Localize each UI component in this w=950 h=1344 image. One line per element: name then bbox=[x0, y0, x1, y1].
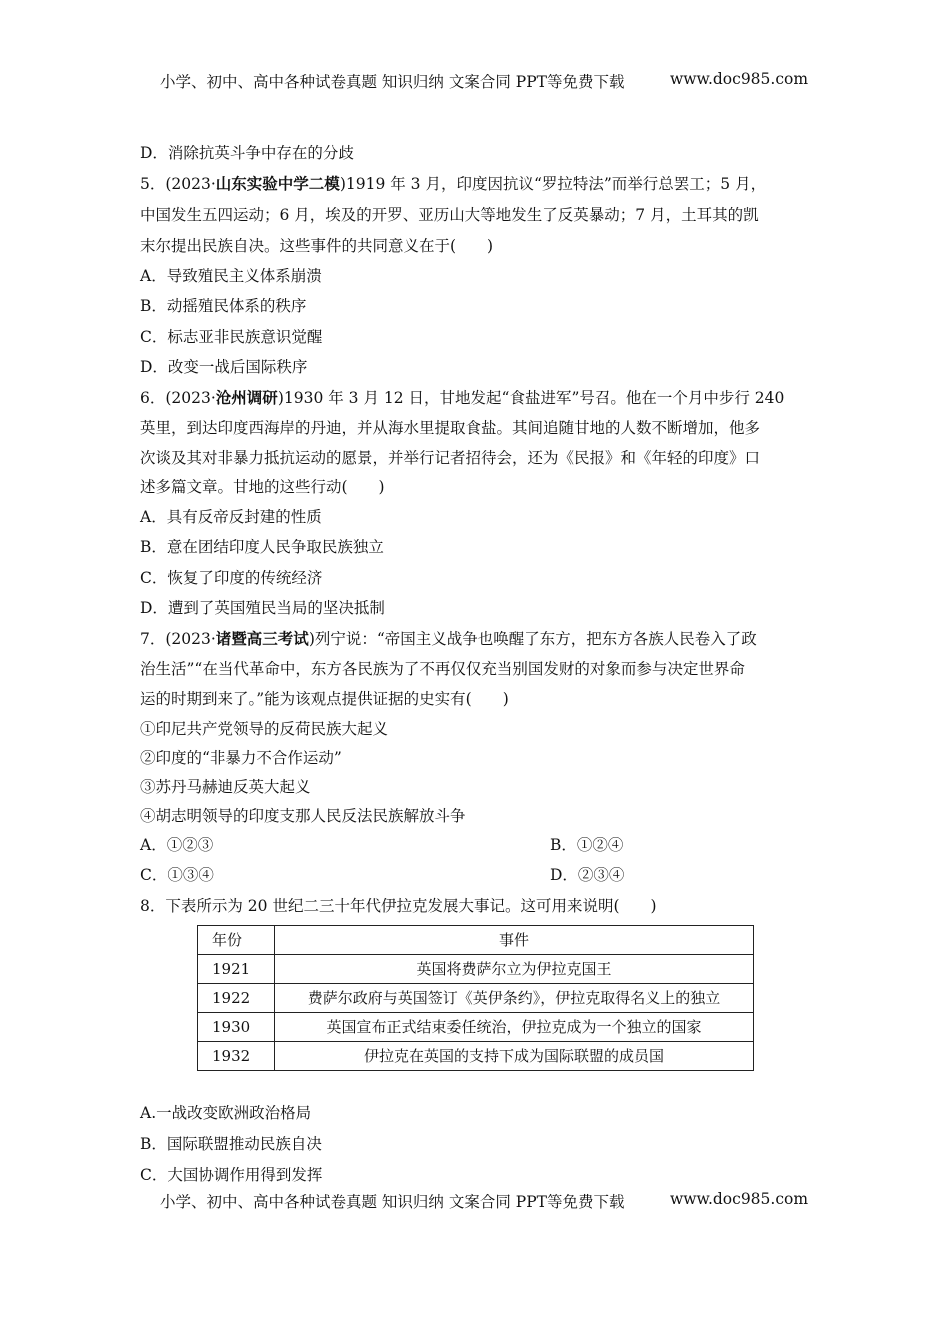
footer-site-link[interactable]: www.doc985.com bbox=[670, 1190, 809, 1208]
q8-option-a: A.一战改变欧洲政治格局 bbox=[140, 1104, 312, 1122]
q5-stem-line-3: 末尔提出民族自决。这些事件的共同意义在于( ) bbox=[140, 237, 494, 255]
table-cell-event: 英国将费萨尔立为伊拉克国王 bbox=[275, 955, 754, 984]
table-header-event: 事件 bbox=[275, 926, 754, 955]
table-row bbox=[198, 1013, 754, 1042]
q6-option-b: B．意在团结印度人民争取民族独立 bbox=[140, 538, 384, 556]
header-site-link[interactable]: www.doc985.com bbox=[670, 70, 809, 88]
q7-source: 诸暨高三考试 bbox=[215, 629, 309, 648]
table-cell-event: 费萨尔政府与英国签订《英伊条约》，伊拉克取得名义上的独立 bbox=[275, 984, 754, 1013]
q4-option-d: D．消除抗英斗争中存在的分歧 bbox=[140, 144, 354, 162]
q5-option-d: D．改变一战后国际秩序 bbox=[140, 358, 308, 376]
q5-option-b: B．动摇殖民体系的秩序 bbox=[140, 297, 307, 315]
table-cell-year: 1932 bbox=[198, 1042, 275, 1071]
q7-item-3: ③苏丹马赫迪反英大起义 bbox=[140, 778, 311, 796]
q8-events-table bbox=[197, 925, 754, 1071]
q7-option-c: C．①③④ bbox=[140, 866, 214, 884]
q6-stem-line-3: 次谈及其对非暴力抵抗运动的愿景，并举行记者招待会，还为《民报》和《年轻的印度》口 bbox=[140, 449, 761, 467]
q7-option-a: A．①②③ bbox=[140, 836, 214, 854]
page-footer bbox=[160, 1190, 809, 1212]
table-header-year: 年份 bbox=[198, 926, 275, 955]
q7-item-2: ②印度的“非暴力不合作运动” bbox=[140, 749, 342, 767]
q8-option-b: B．国际联盟推动民族自决 bbox=[140, 1135, 322, 1153]
q6-option-c: C．恢复了印度的传统经济 bbox=[140, 569, 323, 587]
q7-option-d: D．②③④ bbox=[550, 866, 625, 884]
q7-option-b: B．①②④ bbox=[550, 836, 624, 854]
table-header-row bbox=[198, 926, 754, 955]
header-text: 小学、初中、高中各种试卷真题 知识归纳 文案合同 PPT等免费下载 bbox=[160, 73, 625, 91]
q7-options-row-2 bbox=[140, 865, 820, 885]
q7-stem-line-2: 治生活”“在当代革命中，东方各民族为了不再仅仅充当别国发财的对象而参与决定世界命 bbox=[140, 660, 745, 678]
q5-option-c: C．标志亚非民族意识觉醒 bbox=[140, 328, 323, 346]
q5-option-a: A．导致殖民主义体系崩溃 bbox=[140, 267, 322, 285]
q7-item-1: ①印尼共产党领导的反荷民族大起义 bbox=[140, 720, 389, 738]
q5-number: 5．(2023· bbox=[140, 175, 216, 193]
q8-option-c: C．大国协调作用得到发挥 bbox=[140, 1166, 323, 1184]
q6-stem-line-4: 述多篇文章。甘地的这些行动( ) bbox=[140, 478, 385, 496]
table-cell-event: 伊拉克在英国的支持下成为国际联盟的成员国 bbox=[275, 1042, 754, 1071]
table-row bbox=[198, 1042, 754, 1071]
table-cell-year: 1921 bbox=[198, 955, 275, 984]
q6-stem-line-2: 英里，到达印度西海岸的丹迪，并从海水里提取食盐。其间追随甘地的人数不断增加，他多 bbox=[140, 419, 761, 437]
q7-stem-line-3: 运的时期到来了。”能为该观点提供证据的史实有( ) bbox=[140, 690, 509, 708]
q5-text-1: )1919 年 3 月，印度因抗议“罗拉特法”而举行总罢工；5 月， bbox=[339, 175, 767, 193]
q6-stem-line-1 bbox=[140, 388, 820, 408]
q7-text-1: )列宁说：“帝国主义战争也唤醒了东方，把东方各族人民卷入了政 bbox=[308, 630, 757, 648]
table-cell-event: 英国宣布正式结束委任统治，伊拉克成为一个独立的国家 bbox=[275, 1013, 754, 1042]
page-header bbox=[160, 70, 809, 92]
q7-number: 7．(2023· bbox=[140, 630, 216, 648]
table-cell-year: 1930 bbox=[198, 1013, 275, 1042]
q6-number: 6．(2023· bbox=[140, 389, 216, 407]
q5-source: 山东实验中学二模 bbox=[215, 174, 340, 193]
footer-text: 小学、初中、高中各种试卷真题 知识归纳 文案合同 PPT等免费下载 bbox=[160, 1193, 625, 1211]
q8-stem: 8．下表所示为 20 世纪二三十年代伊拉克发展大事记。这可用来说明( ) bbox=[140, 897, 657, 915]
q6-option-d: D．遭到了英国殖民当局的坚决抵制 bbox=[140, 599, 385, 617]
q5-stem-line-2: 中国发生五四运动；6 月，埃及的开罗、亚历山大等地发生了反英暴动；7 月，土耳其的凯 bbox=[140, 206, 759, 224]
q7-options-row-1 bbox=[140, 835, 820, 855]
q7-stem-line-1 bbox=[140, 629, 820, 649]
q6-source: 沧州调研 bbox=[215, 388, 278, 407]
q7-item-4: ④胡志明领导的印度支那人民反法民族解放斗争 bbox=[140, 807, 466, 825]
table-row bbox=[198, 984, 754, 1013]
table-row bbox=[198, 955, 754, 984]
table-cell-year: 1922 bbox=[198, 984, 275, 1013]
q6-option-a: A．具有反帝反封建的性质 bbox=[140, 508, 322, 526]
q5-stem-line-1 bbox=[140, 174, 820, 194]
q6-text-1: )1930 年 3 月 12 日，甘地发起“食盐进军”号召。他在一个月中步行 240 bbox=[277, 389, 785, 407]
